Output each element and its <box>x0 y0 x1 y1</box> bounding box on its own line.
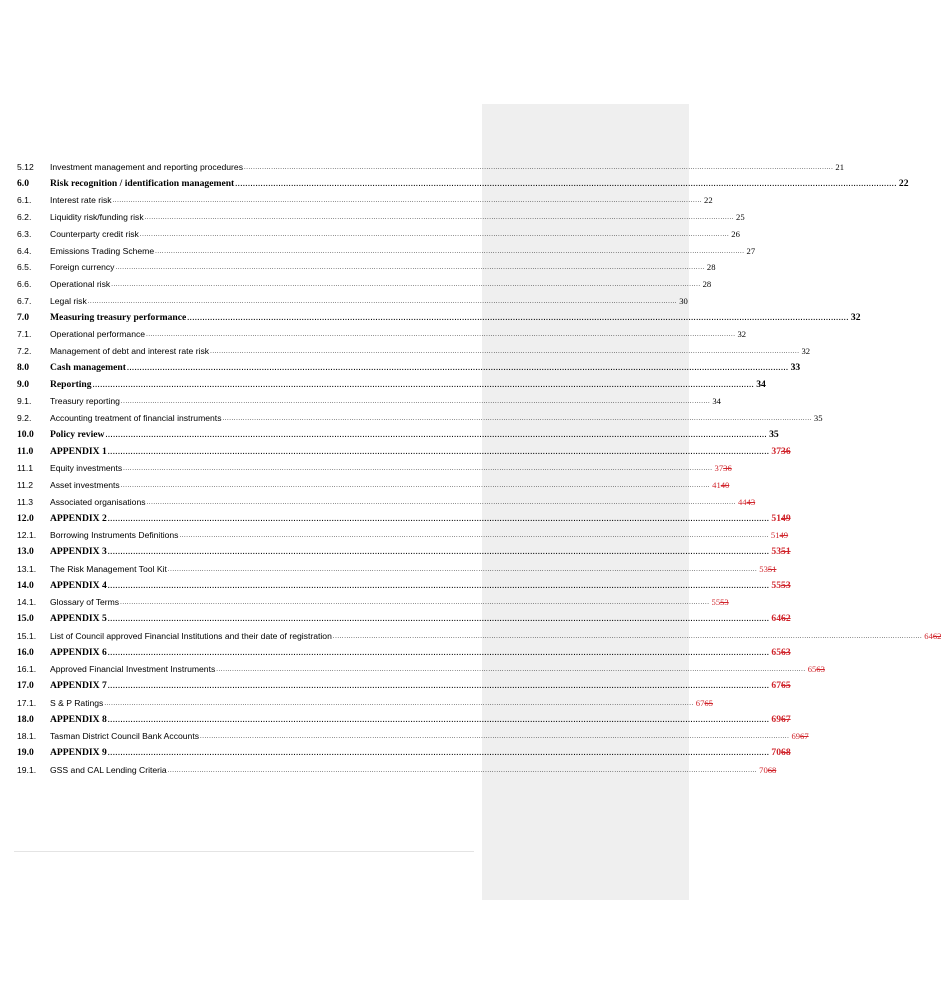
toc-entry[interactable] <box>17 155 845 172</box>
toc-entry-page: 32 <box>801 346 811 356</box>
toc-dot-leader: .................................................................................................................................................................................................................................................................... <box>200 734 790 741</box>
toc-entry-page: 5351 <box>771 546 791 557</box>
toc-entry-number: 11.1 <box>17 463 34 474</box>
toc-entry-title: APPENDIX 3 <box>50 546 107 557</box>
toc-entry-page: 6967 <box>771 713 791 725</box>
toc-entry-page: 7068 <box>771 747 791 758</box>
toc-entry-number: 17.1. <box>17 697 37 708</box>
toc-entry-page: 4443 <box>737 496 756 507</box>
toc-dot-leader: .................................................................................................................................................................................................................................................................... <box>167 566 758 573</box>
toc-entry-title: Operational risk <box>50 279 111 289</box>
toc-entry[interactable] <box>17 390 721 407</box>
toc-entry[interactable] <box>17 272 712 289</box>
toc-entry-title: Associated organisations <box>50 496 146 507</box>
toc-dot-leader: .................................................................................................................................................................................................................................................................... <box>144 215 735 221</box>
toc-entry[interactable] <box>17 691 713 708</box>
toc-entry-page: 3736 <box>771 445 791 457</box>
toc-entry-title: Asset investments <box>50 480 120 490</box>
toc-entry[interactable] <box>17 741 791 758</box>
toc-entry-title: Liquidity risk/funding risk <box>50 212 144 222</box>
toc-dot-leader: .................................................................................................................................................................................................................................................................... <box>107 616 770 623</box>
toc-entry[interactable] <box>17 708 791 725</box>
toc-entry[interactable] <box>17 440 791 457</box>
toc-entry[interactable] <box>17 658 825 675</box>
toc-entry-page: 32 <box>850 311 861 323</box>
toc-entry-number: 6.1. <box>17 195 32 206</box>
toc-entry[interactable] <box>17 339 811 356</box>
toc-dot-leader: .................................................................................................................................................................................................................................................................... <box>107 683 770 690</box>
toc-dot-leader: .................................................................................................................................................................................................................................................................... <box>111 282 701 288</box>
toc-entry[interactable] <box>17 256 716 273</box>
toc-entry-number: 11.0 <box>17 445 34 457</box>
toc-entry-page: 35 <box>813 413 823 423</box>
toc-dot-leader: .................................................................................................................................................................................................................................................................... <box>155 248 745 255</box>
toc-entry[interactable] <box>17 306 861 323</box>
toc-entry[interactable] <box>17 373 766 390</box>
toc-entry-page: 6765 <box>771 680 791 691</box>
toc-entry-page: 6462 <box>924 630 941 641</box>
toc-entry-page: 30 <box>679 295 688 306</box>
toc-entry-page: 5553 <box>771 579 791 591</box>
toc-entry-title: Operational performance <box>50 329 146 340</box>
toc-entry-page: 34 <box>756 378 766 390</box>
toc-dot-leader: .................................................................................................................................................................................................................................................................... <box>332 633 923 640</box>
toc-entry[interactable] <box>17 490 756 507</box>
toc-entry-number: 7.1. <box>17 329 32 340</box>
toc-entry-number: 14.0 <box>17 579 34 591</box>
toc-entry[interactable] <box>17 473 730 490</box>
toc-entry-page: 27 <box>746 245 756 256</box>
toc-dot-leader: .................................................................................................................................................................................................................................................................... <box>167 767 758 774</box>
toc-entry-title: Management of debt and interest rate risk <box>50 346 210 356</box>
toc-entry-title: Tasman District Council Bank Accounts <box>50 731 200 742</box>
toc-dot-leader: .................................................................................................................................................................................................................................................................... <box>104 700 694 707</box>
toc-entry-number: 19.0 <box>17 747 34 758</box>
toc-entry-number: 12.0 <box>17 512 34 524</box>
toc-entry-title: Approved Financial Investment Instruments <box>50 664 216 675</box>
toc-entry-page: 6765 <box>695 697 713 708</box>
toc-dot-leader: .................................................................................................................................................................................................................................................................... <box>187 314 849 322</box>
toc-entry-page: 28 <box>702 279 712 289</box>
toc-entry[interactable] <box>17 540 791 557</box>
toc-entry-title: Counterparty credit risk <box>50 228 139 239</box>
toc-entry-page: 6462 <box>771 613 791 624</box>
toc-entry-title: APPENDIX 1 <box>50 445 107 457</box>
toc-entry-number: 7.0 <box>17 311 29 323</box>
toc-entry-title: APPENDIX 4 <box>50 579 107 591</box>
toc-entry-title: List of Council approved Financial Institutions and their date of registration <box>50 630 332 641</box>
toc-entry[interactable] <box>17 423 779 440</box>
toc-entry-page: 6563 <box>807 664 825 675</box>
toc-entry-title: APPENDIX 9 <box>50 747 107 758</box>
toc-dot-leader: .................................................................................................................................................................................................................................................................... <box>126 364 789 372</box>
toc-dot-leader: .................................................................................................................................................................................................................................................................... <box>120 600 710 607</box>
toc-dot-leader: .................................................................................................................................................................................................................................................................... <box>107 549 770 556</box>
toc-entry[interactable] <box>17 205 745 222</box>
toc-dot-leader: .................................................................................................................................................................................................................................................................... <box>120 399 711 406</box>
toc-dot-leader: .................................................................................................................................................................................................................................................................... <box>92 381 755 389</box>
toc-entry-number: 13.1. <box>17 563 37 574</box>
toc-dot-leader: .................................................................................................................................................................................................................................................................... <box>115 265 705 272</box>
toc-entry-number: 6.4. <box>17 245 32 256</box>
toc-entry-number: 19.1. <box>17 764 37 775</box>
toc-entry-page: 7068 <box>759 764 777 775</box>
toc-entry[interactable] <box>17 289 688 306</box>
toc-entry-number: 9.0 <box>17 378 29 390</box>
toc-entry-number: 8.0 <box>17 361 29 373</box>
toc-entry[interactable] <box>17 356 801 373</box>
toc-entry[interactable] <box>17 557 777 574</box>
toc-entry-title: APPENDIX 6 <box>50 646 107 658</box>
toc-entry-number: 12.1. <box>17 530 37 541</box>
toc-entry-number: 11.2 <box>17 480 34 490</box>
toc-dot-leader: .................................................................................................................................................................................................................................................................... <box>107 582 770 590</box>
toc-entry-page: 25 <box>736 212 745 222</box>
toc-entry-page: 4140 <box>712 480 730 490</box>
toc-entry-title: APPENDIX 5 <box>50 613 107 624</box>
toc-entry-page: 28 <box>706 262 716 273</box>
toc-entry[interactable] <box>17 641 791 658</box>
toc-entry-number: 17.0 <box>17 680 34 691</box>
toc-entry-title: Interest rate risk <box>50 195 112 206</box>
toc-entry-number: 5.12 <box>17 161 34 172</box>
toc-dot-leader: .................................................................................................................................................................................................................................................................... <box>107 716 770 724</box>
toc-entry[interactable] <box>17 406 823 423</box>
toc-entry-number: 6.5. <box>17 262 32 273</box>
toc-entry-page: 6563 <box>771 646 791 658</box>
toc-entry-page: 32 <box>737 329 747 340</box>
toc-dot-leader: .................................................................................................................................................................................................................................................................... <box>146 499 736 506</box>
toc-entry[interactable] <box>17 674 791 691</box>
toc-entry-number: 13.0 <box>17 546 34 557</box>
toc-entry[interactable] <box>17 574 791 591</box>
toc-entry[interactable] <box>17 624 941 641</box>
toc-entry-title: Legal risk <box>50 295 87 306</box>
toc-entry-title: Cash management <box>50 361 126 373</box>
toc-entry-page: 35 <box>769 428 779 440</box>
toc-entry-title: Emissions Trading Scheme <box>50 245 155 256</box>
toc-entry[interactable] <box>17 524 789 541</box>
toc-entry-title: APPENDIX 7 <box>50 680 107 691</box>
toc-entry[interactable] <box>17 457 732 474</box>
toc-entry-number: 6.6. <box>17 279 32 289</box>
toc-entry-page: 5149 <box>771 512 791 524</box>
toc-entry-title: Borrowing Instruments Definitions <box>50 530 179 541</box>
toc-entry[interactable] <box>17 725 809 742</box>
toc-dot-leader: .................................................................................................................................................................................................................................................................... <box>107 649 770 657</box>
toc-dot-leader: .................................................................................................................................................................................................................................................................... <box>210 349 800 355</box>
toc-entry-title: S & P Ratings <box>50 697 104 708</box>
toc-dot-leader: .................................................................................................................................................................................................................................................................... <box>107 448 770 456</box>
toc-entry-page: 22 <box>898 177 909 189</box>
toc-entry-number: 10.0 <box>17 428 34 440</box>
toc-dot-leader: .................................................................................................................................................................................................................................................................... <box>120 483 711 489</box>
toc-entry-number: 6.0 <box>17 177 29 189</box>
toc-entry-page: 34 <box>712 396 721 407</box>
toc-entry-page: 6967 <box>791 731 809 742</box>
toc-entry-number: 16.0 <box>17 646 34 658</box>
toc-entry-page: 5149 <box>770 530 789 541</box>
toc-entry-title: GSS and CAL Lending Criteria <box>50 764 167 775</box>
toc-entry-number: 18.0 <box>17 713 34 725</box>
toc-entry-number: 6.3. <box>17 228 32 239</box>
toc-entry-title: The Risk Management Tool Kit <box>50 563 167 574</box>
toc-entry-title: Equity investments <box>50 463 123 474</box>
toc-entry[interactable] <box>17 189 713 206</box>
toc-entry-title: Foreign currency <box>50 262 115 273</box>
toc-entry-title: Accounting treatment of financial instruments <box>50 413 222 423</box>
toc-entry[interactable] <box>17 507 791 524</box>
toc-entry-page: 33 <box>790 361 801 373</box>
toc-entry-number: 9.2. <box>17 413 32 423</box>
toc-entry-number: 14.1. <box>17 597 37 608</box>
toc-entry-page: 3736 <box>714 463 732 474</box>
toc-entry-title: Measuring treasury performance <box>50 311 187 323</box>
toc-dot-leader: .................................................................................................................................................................................................................................................................... <box>222 416 812 422</box>
toc-dot-leader: .................................................................................................................................................................................................................................................................... <box>107 515 770 523</box>
toc-entry[interactable] <box>17 172 909 189</box>
toc-entry-page: 26 <box>731 228 740 239</box>
toc-dot-leader: .................................................................................................................................................................................................................................................................... <box>235 180 897 188</box>
toc-entry-number: 11.3 <box>17 496 34 507</box>
toc-entry-number: 9.1. <box>17 396 32 407</box>
toc-entry-page: 5351 <box>759 563 777 574</box>
toc-entry[interactable] <box>17 607 791 624</box>
toc-entry-title: Risk recognition / identification management <box>50 177 235 189</box>
toc-entry-number: 15.0 <box>17 613 34 624</box>
toc-entry-title: Reporting <box>50 378 92 390</box>
toc-entry-page: 5553 <box>711 597 729 608</box>
toc-dot-leader: .................................................................................................................................................................................................................................................................... <box>112 198 703 205</box>
toc-dot-leader: .................................................................................................................................................................................................................................................................... <box>216 667 806 674</box>
toc-entry[interactable] <box>17 222 740 239</box>
toc-entry-number: 7.2. <box>17 346 32 356</box>
toc-entry-number: 15.1. <box>17 630 37 641</box>
toc-entry-number: 6.2. <box>17 212 32 222</box>
toc-entry-title: Investment management and reporting procedures <box>50 161 243 172</box>
toc-entry[interactable] <box>17 591 729 608</box>
toc-entry[interactable] <box>17 323 747 340</box>
toc-entry[interactable] <box>17 239 756 256</box>
toc-entry-title: Glossary of Terms <box>50 597 120 608</box>
toc-entry-title: APPENDIX 8 <box>50 713 107 725</box>
toc-dot-leader: .................................................................................................................................................................................................................................................................... <box>105 431 768 439</box>
toc-entry-title: Policy review <box>50 428 105 440</box>
toc-entry-title: APPENDIX 2 <box>50 512 107 524</box>
toc-dot-leader: .................................................................................................................................................................................................................................................................... <box>146 332 736 339</box>
toc-dot-leader: .................................................................................................................................................................................................................................................................... <box>87 298 678 305</box>
toc-entry-number: 6.7. <box>17 295 32 306</box>
toc-dot-leader: .................................................................................................................................................................................................................................................................... <box>107 750 770 757</box>
toc-dot-leader: .................................................................................................................................................................................................................................................................... <box>123 466 713 473</box>
toc-entry-number: 16.1. <box>17 664 37 675</box>
toc-dot-leader: .................................................................................................................................................................................................................................................................... <box>244 164 834 171</box>
toc-entry-page: 21 <box>835 161 845 172</box>
toc-dot-leader: .................................................................................................................................................................................................................................................................... <box>139 231 730 238</box>
toc-entry-page: 22 <box>704 195 713 206</box>
toc-entry[interactable] <box>17 758 777 775</box>
toc-entry-title: Treasury reporting <box>50 396 120 407</box>
toc-dot-leader: .................................................................................................................................................................................................................................................................... <box>179 533 769 540</box>
table-of-contents <box>17 155 941 775</box>
footer-rule <box>14 851 474 852</box>
toc-entry-number: 18.1. <box>17 731 37 742</box>
